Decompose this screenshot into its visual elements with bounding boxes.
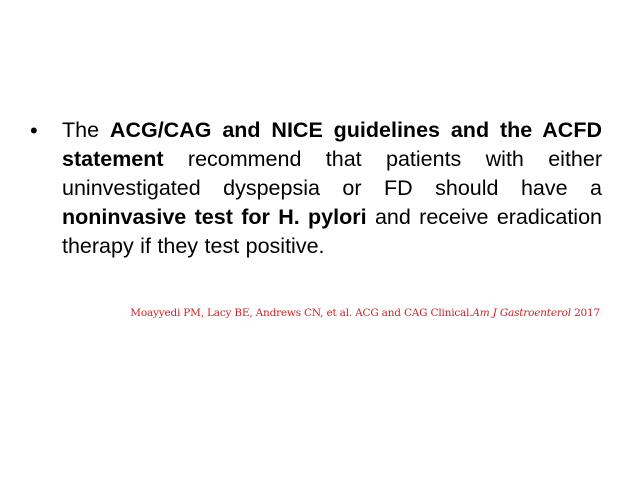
bullet-bold-test: noninvasive test for H. pylori xyxy=(62,205,367,229)
bullet-text-part1: The xyxy=(62,118,110,142)
bullet-text-part3: and receive eradication therapy if they test positive. xyxy=(62,205,602,258)
citation-authors: Moayyedi PM, Lacy BE, Andrews CN, et al. ACG and CAG Clinical. xyxy=(130,307,473,319)
citation xyxy=(130,306,600,320)
bullet-text xyxy=(62,116,602,261)
bullet-text-part2: recommend that patients with either uninvestigated dyspepsia or FD should have a xyxy=(62,147,602,200)
bullet-marker: • xyxy=(30,118,38,143)
bullet-bold-guidelines: ACG/CAG and NICE guidelines and the ACFD statement xyxy=(62,118,602,171)
citation-journal: Am J Gastroenterol xyxy=(472,307,571,319)
bullet-item xyxy=(30,116,602,261)
citation-year: 2017 xyxy=(570,307,600,319)
